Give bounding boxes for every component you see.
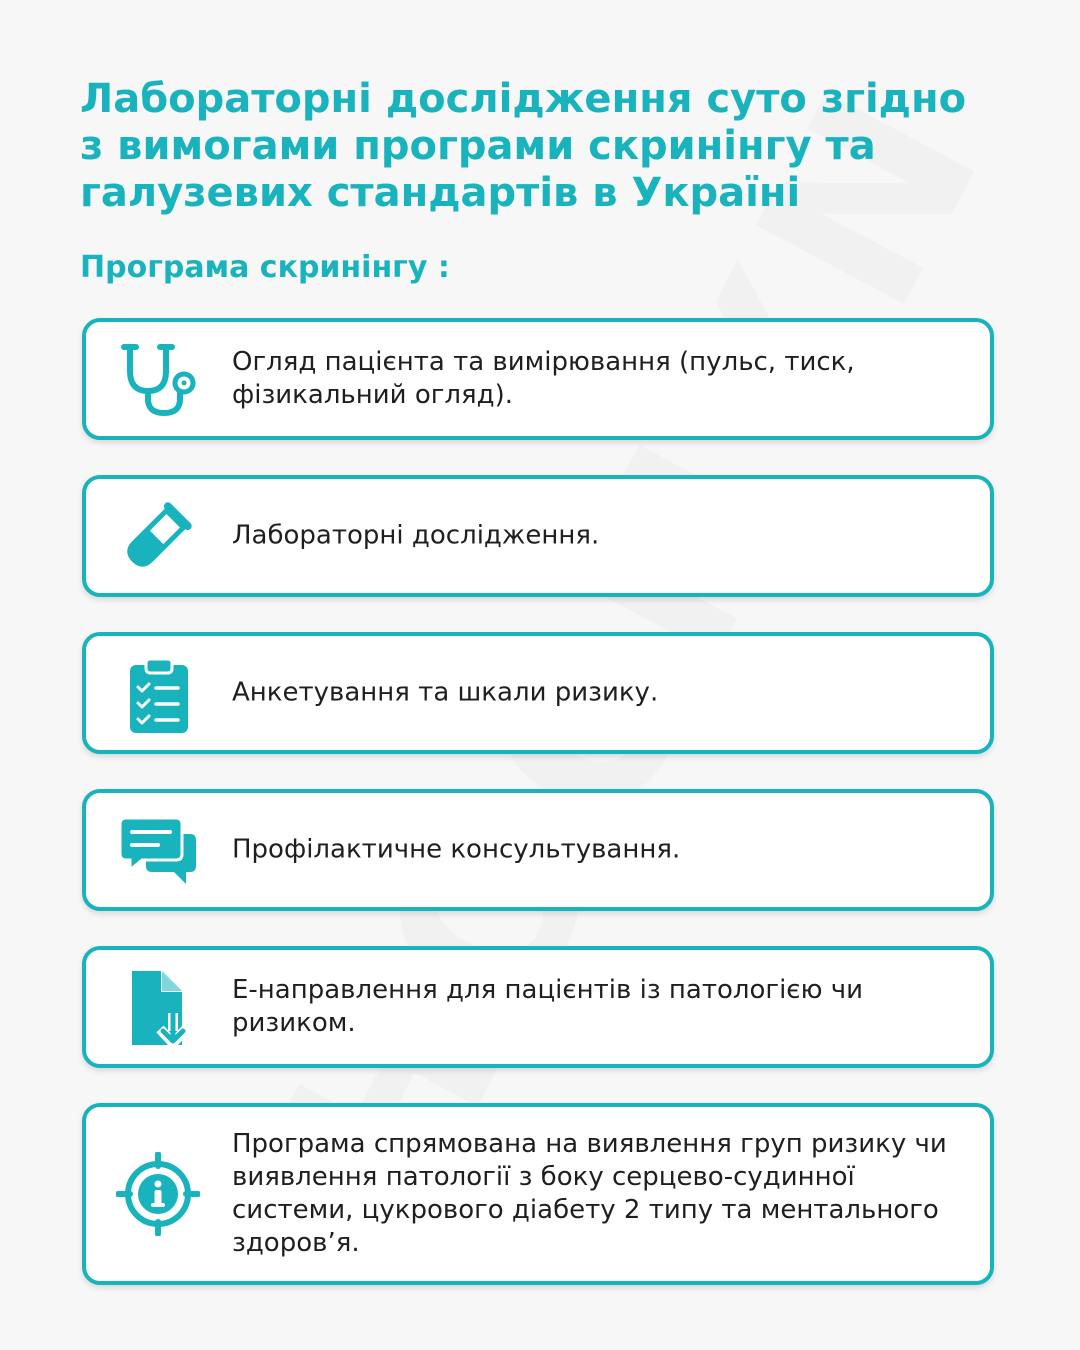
section-subtitle: Програма скринінгу : bbox=[80, 250, 450, 285]
clipboard-checklist-icon bbox=[116, 651, 200, 735]
screening-item-examination bbox=[82, 318, 994, 440]
screening-item-text: Профілактичне консультування. bbox=[232, 834, 681, 865]
page-title: Лабораторні дослідження суто згідно з вимогами програми скринінгу та галузевих стандартів в Україні bbox=[80, 76, 967, 216]
screening-item-consulting bbox=[82, 789, 994, 911]
screening-item-text: Анкетування та шкали ризику. bbox=[232, 677, 659, 708]
info-target-icon bbox=[116, 1152, 200, 1236]
screening-item-text: Лабораторні дослідження. bbox=[232, 520, 600, 551]
test-tube-icon bbox=[116, 494, 200, 578]
stethoscope-icon bbox=[116, 337, 200, 421]
screening-item-e-referral bbox=[82, 946, 994, 1068]
document-download-icon bbox=[116, 965, 200, 1049]
screening-item-lab-tests bbox=[82, 475, 994, 597]
screening-item-program-goal bbox=[82, 1103, 994, 1285]
screening-item-text: Програма спрямована на виявлення груп ризику чи виявлення патології з боку серцево-судинної системи, цукрового діабету 2 типу та ментального здоров’я. bbox=[232, 1129, 947, 1258]
screening-item-questionnaire bbox=[82, 632, 994, 754]
screening-item-text: Огляд пацієнта та вимірювання (пульс, тиск, фізикальний огляд). bbox=[232, 347, 855, 410]
screening-item-text: Е-направлення для пацієнтів із патологією чи ризиком. bbox=[232, 975, 863, 1038]
chat-bubbles-icon bbox=[116, 808, 200, 892]
